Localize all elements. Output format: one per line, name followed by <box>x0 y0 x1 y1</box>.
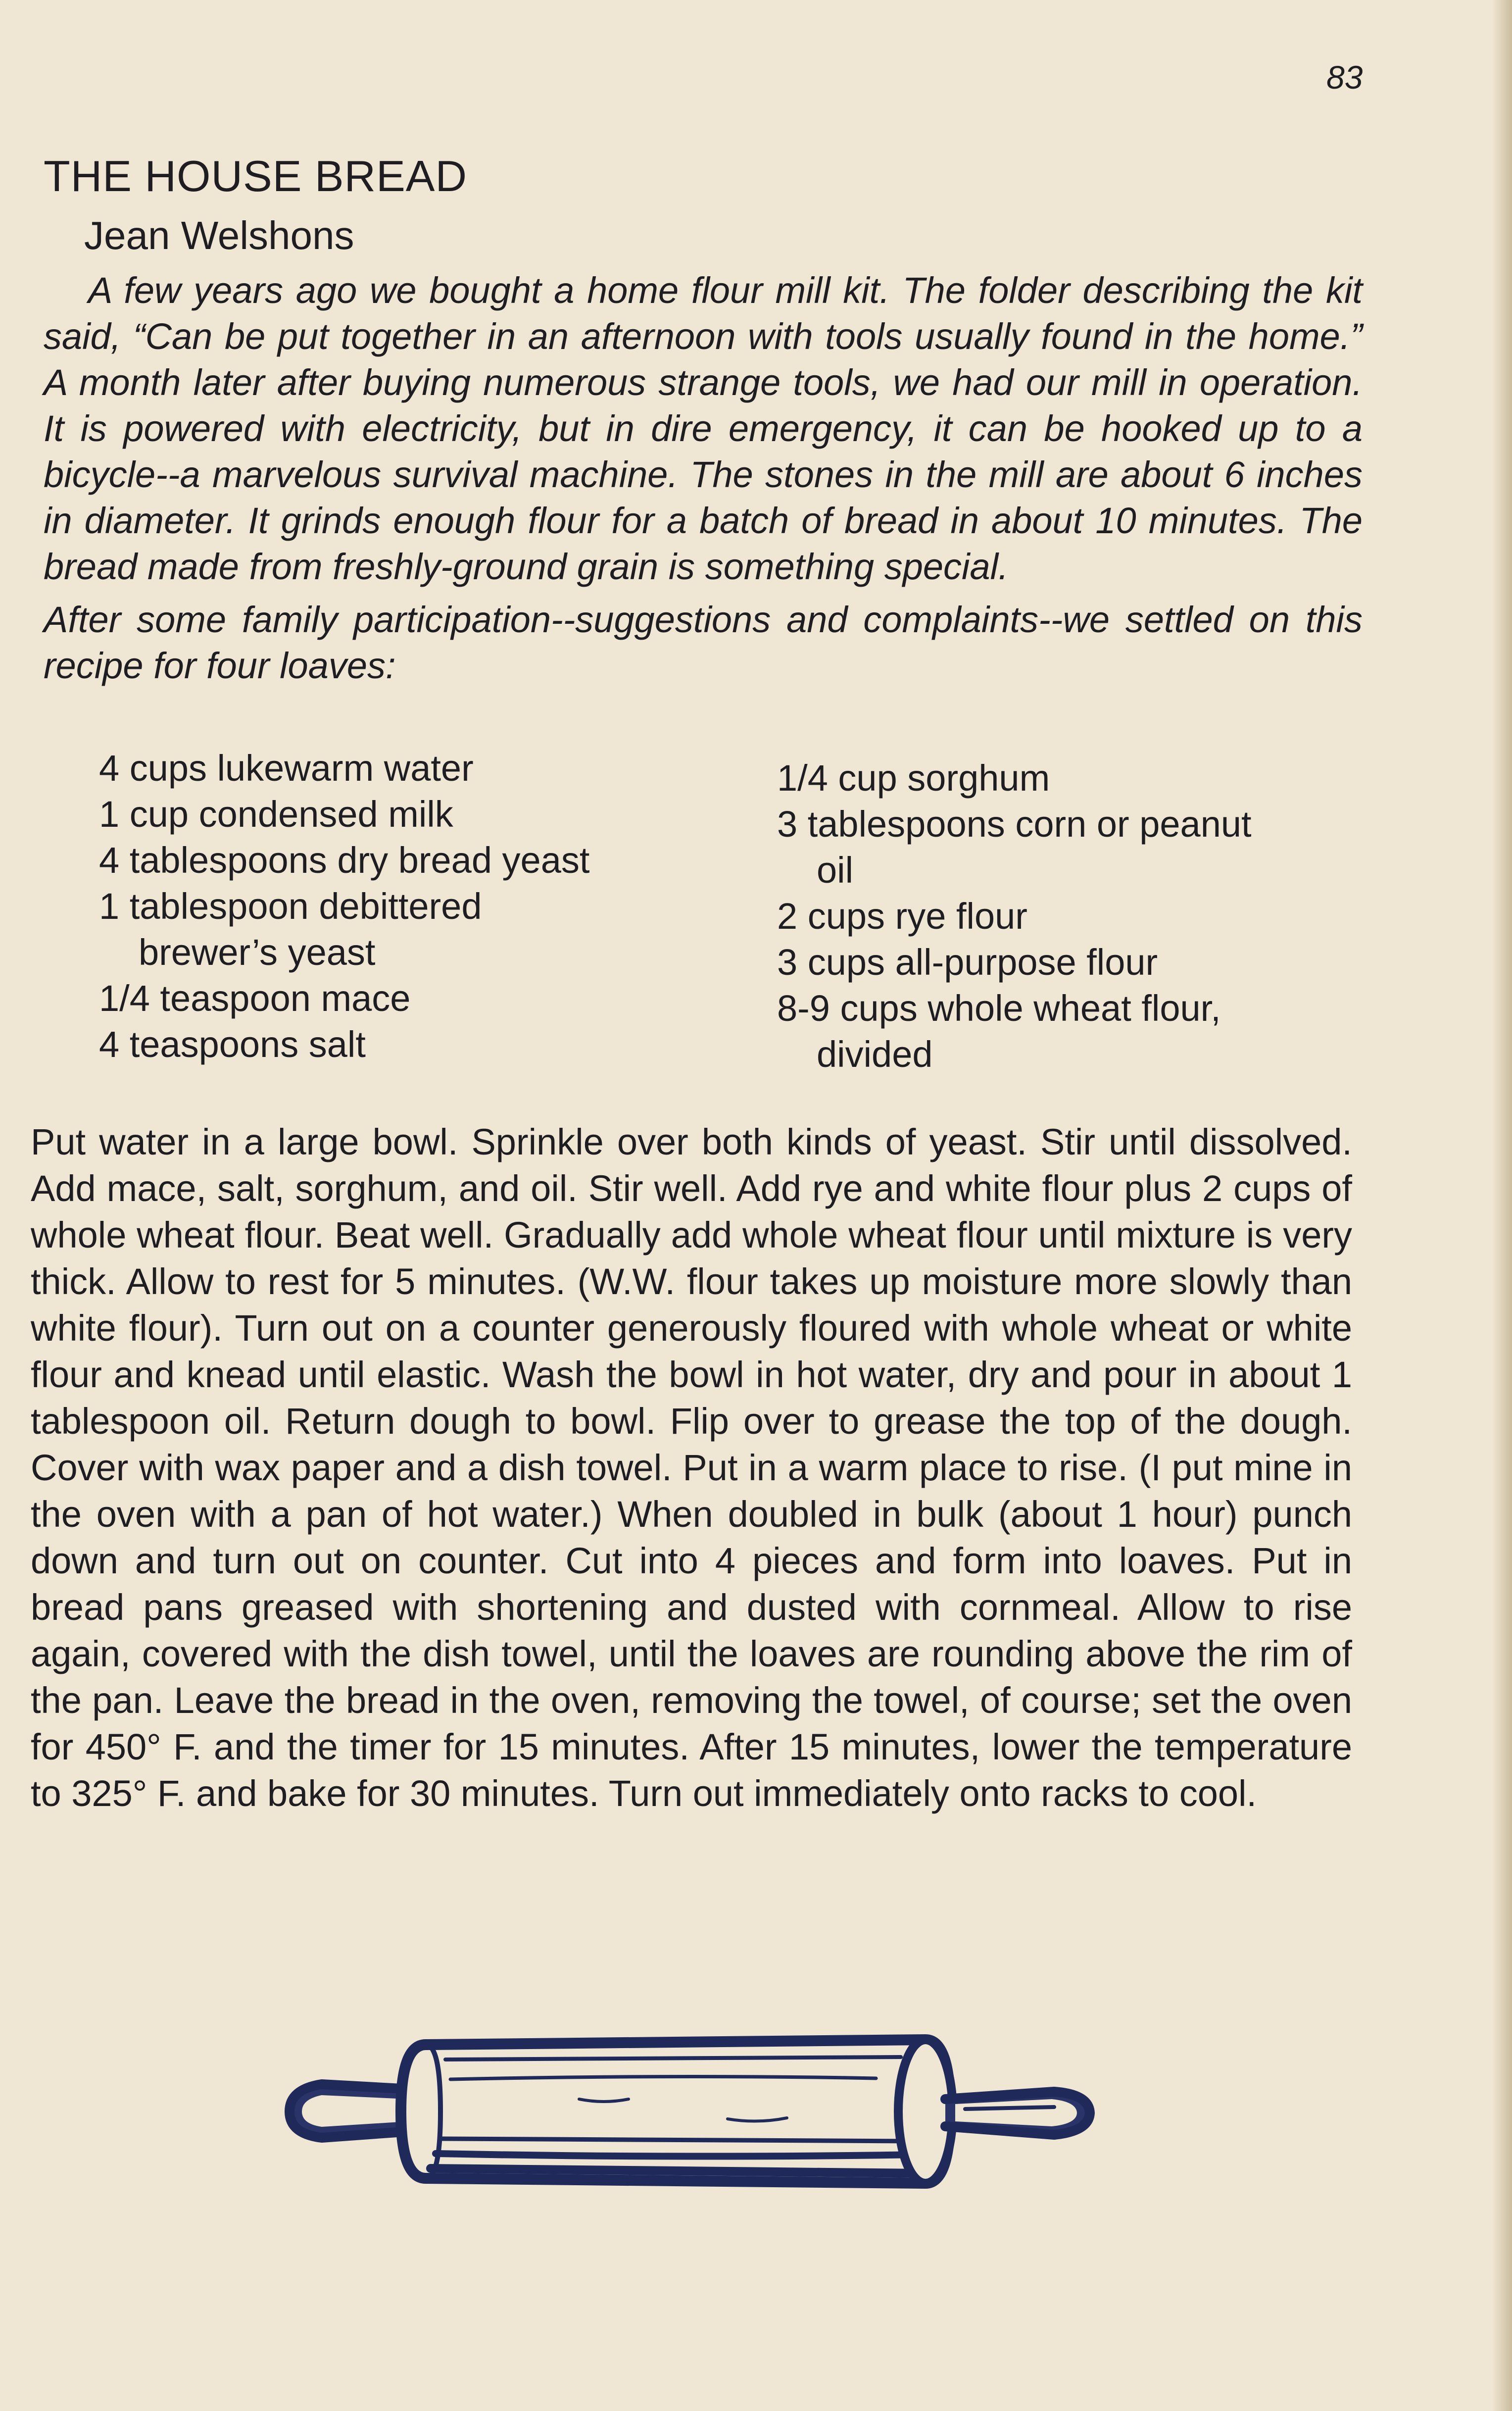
intro-paragraph: After some family participation--suggestions and complaints--we settled on this recipe for four loaves: <box>44 599 1363 686</box>
instructions-paragraph: Put water in a large bowl. Sprinkle over both kinds of yeast. Stir until dissolved. Add mace, salt, sorghum, and oil. Stir well. Add rye and white flour plus 2 cups of whole wheat flour. Beat well. Gradually add whole wheat flour until mixture is very thick. Allow to rest for 5 minutes. (W.W. flour takes up moisture more slowly than white flour). Turn out on a counter generously floured with whole wheat or white flour and knead until elastic. Wash the bowl in hot water, dry and pour in about 1 tablespoon oil. Return dough to bowl. Flip over to grease the top of the dough. Cover with wax paper and a dish towel. Put in a warm place to rise. (I put mine in the oven with a pan of hot water.) When doubled in bulk (about 1 hour) punch down and turn out on counter. Cut into 4 pieces and form into loaves. Put in bread pans greased with shortening and dusted with cornmeal. Allow to rise again, covered with the dish towel, until the loaves are rounding above the rim of the pan. Leave the bread in the oven, removing the towel, of course; set the oven for 450° F. and the timer for 15 minutes. After 15 minutes, lower the temperature to 325° F. and bake for 30 minutes. Turn out immediately onto racks to cool. <box>31 1121 1352 1814</box>
ingredient-item: oil <box>817 850 854 891</box>
ingredients-right-column <box>777 755 1252 1077</box>
ingredients-left-column <box>99 745 589 1067</box>
recipe-author: Jean Welshons <box>84 213 354 257</box>
ingredient-item: 4 cups lukewarm water <box>99 748 474 789</box>
recipe-intro <box>44 267 1363 689</box>
ingredient-item: divided <box>817 1034 933 1075</box>
ingredient-item: 8-9 cups whole wheat flour, <box>777 988 1221 1029</box>
page-edge <box>1492 0 1512 2411</box>
ingredient-item: 2 cups rye flour <box>777 896 1027 937</box>
ingredient-item: 1 cup condensed milk <box>99 794 453 835</box>
ingredient-item: 4 tablespoons dry bread yeast <box>99 840 590 881</box>
ingredient-item: 3 tablespoons corn or peanut <box>777 804 1252 845</box>
ingredient-item: brewer’s yeast <box>139 932 376 973</box>
ingredient-item: 1/4 teaspoon mace <box>99 978 411 1019</box>
intro-paragraph: A few years ago we bought a home flour mill kit. The folder describing the kit said, “Can be put together in an afternoon with tools usually found in the home.” A month later after buying numerous strange tools, we had our mill in operation. It is powered with electricity, but in dire emergency, it can be hooked up to a bicycle--a marvelous survival machine. The stones in the mill are about 6 inches in diameter. It grinds enough flour for a batch of bread in about 10 minutes. The bread made from freshly-ground grain is something special. <box>44 270 1363 587</box>
ingredient-item: 1/4 cup sorghum <box>777 757 1050 799</box>
ingredient-item: 3 cups all-purpose flour <box>777 942 1158 983</box>
ingredient-item: 4 teaspoons salt <box>99 1024 366 1065</box>
recipe-instructions <box>31 1119 1352 1817</box>
ingredient-item: 1 tablespoon debittered <box>99 886 482 927</box>
page-number: 83 <box>1326 59 1363 96</box>
rolling-pin-icon <box>282 2025 1099 2196</box>
recipe-title: THE HOUSE BREAD <box>44 151 468 201</box>
